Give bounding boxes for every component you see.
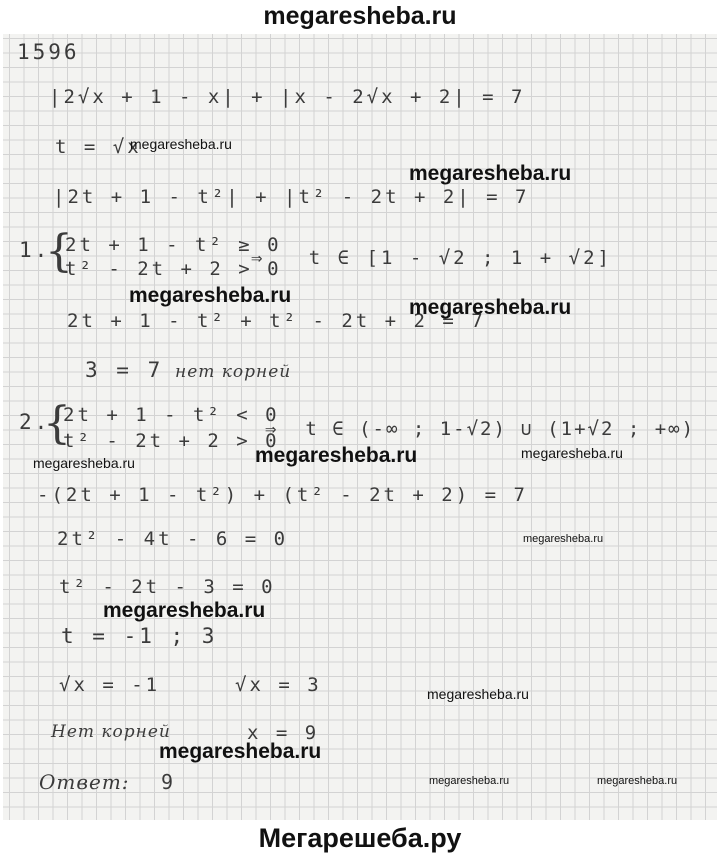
equation-in-t: |2t + 1 - t²| + |t² - 2t + 2| = 7 <box>53 186 530 208</box>
case2-brace: { <box>43 398 71 449</box>
case2-system-line1: 2t + 1 - t² < 0 <box>63 404 280 426</box>
notebook-page <box>3 34 717 820</box>
case1-interval: ⇒ t ∈ [1 - √2 ; 1 + √2] <box>251 247 612 269</box>
watermark: megaresheba.ru <box>521 445 623 461</box>
watermark: megaresheba.ru <box>409 162 572 185</box>
case1-system-line2: t² - 2t + 2 > 0 <box>65 258 282 280</box>
case1-brace: { <box>45 226 73 277</box>
case1-system-line1: 2t + 1 - t² ≥ 0 <box>65 234 282 256</box>
case2-interval: ⇒ t ∈ (-∞ ; 1-√2) ∪ (1+√2 ; +∞) <box>265 418 696 440</box>
original-equation: |2√x + 1 - x| + |x - 2√x + 2| = 7 <box>49 86 526 108</box>
answer-value: 9 <box>161 770 177 794</box>
watermark: megaresheba.ru <box>255 444 418 467</box>
case1-no-roots: нет корней <box>175 362 292 382</box>
watermark: megaresheba.ru <box>409 296 572 319</box>
case1-equation: 2t + 1 - t² + t² - 2t + 2 = 7 <box>67 310 486 332</box>
case1-result: 3 = 7 <box>85 358 164 382</box>
watermark: megaresheba.ru <box>130 136 232 152</box>
case1-label: 1. <box>19 238 51 262</box>
case2-root-x: x = 9 <box>247 722 320 744</box>
site-header: megaresheba.ru <box>0 0 720 34</box>
case2-label: 2. <box>19 410 51 434</box>
watermark: megaresheba.ru <box>159 740 322 763</box>
site-footer: Мегарешеба.ру <box>0 820 720 857</box>
watermark: megaresheba.ru <box>427 686 529 702</box>
case2-check-negative: √x = -1 <box>59 674 161 696</box>
case2-reduced: t² - 2t - 3 = 0 <box>59 576 276 598</box>
watermark: megaresheba.ru <box>597 775 678 787</box>
case2-quadratic: 2t² - 4t - 6 = 0 <box>57 528 289 550</box>
watermark: megaresheba.ru <box>33 455 135 471</box>
case2-system-line2: t² - 2t + 2 > 0 <box>63 430 280 452</box>
watermark: megaresheba.ru <box>429 775 510 787</box>
problem-number: 1596 <box>17 40 80 64</box>
case2-no-roots: Нет корней <box>51 722 171 742</box>
substitution: t = √x <box>55 136 142 158</box>
watermark: megaresheba.ru <box>103 599 266 622</box>
answer-label: Ответ: <box>39 770 130 794</box>
case2-equation: -(2t + 1 - t²) + (t² - 2t + 2) = 7 <box>37 484 528 506</box>
case2-roots: t = -1 ; 3 <box>61 624 218 648</box>
case2-check-positive: √x = 3 <box>235 674 322 696</box>
watermark: megaresheba.ru <box>523 533 604 545</box>
watermark: megaresheba.ru <box>129 284 292 307</box>
